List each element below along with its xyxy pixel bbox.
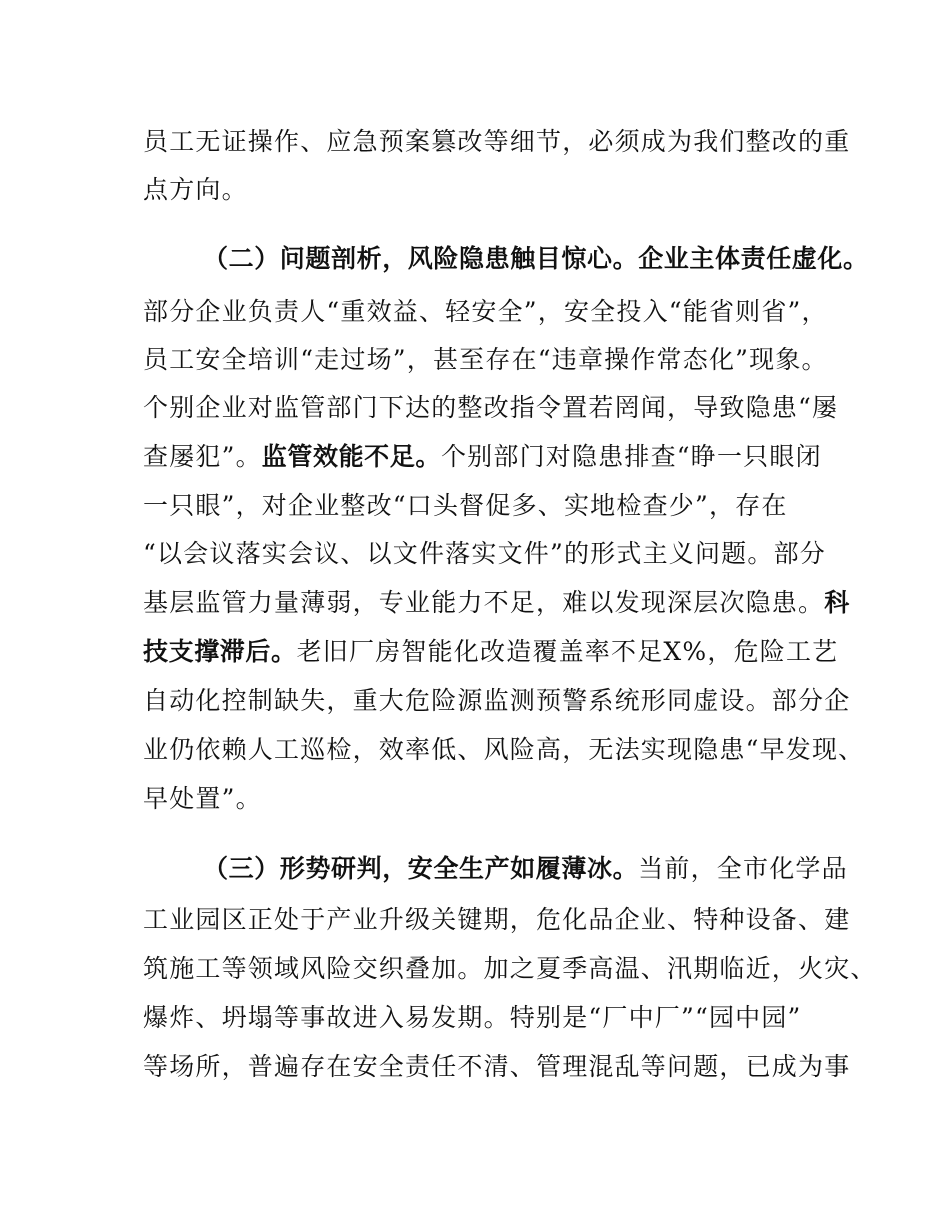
body-text: 爆炸、坍塌等事故进入易发期。特别是“厂中厂”“园中园”	[143, 1003, 802, 1032]
body-text: 员工无证操作、应急预案篡改等细节，必须成为我们整改的重	[143, 127, 851, 156]
text-line	[143, 392, 839, 424]
text-line	[143, 344, 833, 376]
body-text: 等场所，普遍存在安全责任不清、管理混乱等问题，已成为事	[143, 1052, 851, 1081]
text-line	[143, 1051, 851, 1083]
subheading: 企业主体责任虚化。	[638, 244, 869, 273]
body-text: 基层监管力量薄弱，专业能力不足，难以发现深层次隐患。	[143, 588, 825, 617]
text-line	[143, 685, 851, 717]
subheading: 技支撑滞后。	[143, 637, 297, 666]
body-text: 员工安全培训“走过场”，甚至存在“违章操作常态化”现象。	[143, 345, 828, 374]
text-line	[143, 904, 851, 936]
text-line	[143, 296, 833, 328]
body-text: 个别企业对监管部门下达的整改指令置若罔闻，导致隐患“屡	[143, 393, 839, 422]
body-text: 筑施工等领域风险交织叠加。加之夏季高温、汛期临近，火灾、	[143, 954, 877, 983]
text-line	[143, 734, 865, 766]
section-heading: （二）问题剖析，风险隐患触目惊心。	[203, 244, 639, 273]
body-text: 一只眼”，对企业整改“口头督促多、实地检查少”，存在	[143, 491, 788, 520]
subheading: 科	[824, 588, 850, 617]
text-line	[143, 441, 833, 473]
section-heading-line	[203, 243, 869, 275]
body-text: 自动化控制缺失，重大危险源监测预警系统形同虚设。部分企	[143, 686, 851, 715]
text-line	[143, 538, 833, 570]
body-text: 老旧厂房智能化改造覆盖率不足X%，危险工艺	[296, 637, 839, 666]
body-text: 当前，全市化学品	[638, 854, 848, 883]
section-heading: （三）形势研判，安全生产如履薄冰。	[203, 854, 639, 883]
body-text: 部分企业负责人“重效益、轻安全”，安全投入“能省则省”，	[143, 297, 828, 326]
body-text: 业仍依赖人工巡检，效率低、风险高，无法实现隐患“早发现、	[143, 735, 865, 764]
text-line	[143, 490, 833, 522]
body-text: 点方向。	[143, 175, 248, 204]
text-line	[143, 587, 850, 619]
text-line	[143, 1002, 833, 1034]
text-line	[143, 953, 877, 985]
body-text: 查屡犯”。	[143, 442, 262, 471]
text-line	[143, 636, 839, 668]
text-line	[143, 174, 833, 206]
body-text: 个别部门对隐患排查“睁一只眼闭	[440, 442, 822, 471]
section-heading-line	[203, 853, 848, 885]
body-text: 早处置”。	[143, 784, 262, 813]
text-line	[143, 783, 833, 815]
text-line	[143, 126, 851, 158]
subheading: 监管效能不足。	[261, 442, 441, 471]
body-text: 工业园区正处于产业升级关键期，危化品企业、特种设备、建	[143, 905, 851, 934]
body-text: “以会议落实会议、以文件落实文件”的形式主义问题。部分	[143, 539, 826, 568]
